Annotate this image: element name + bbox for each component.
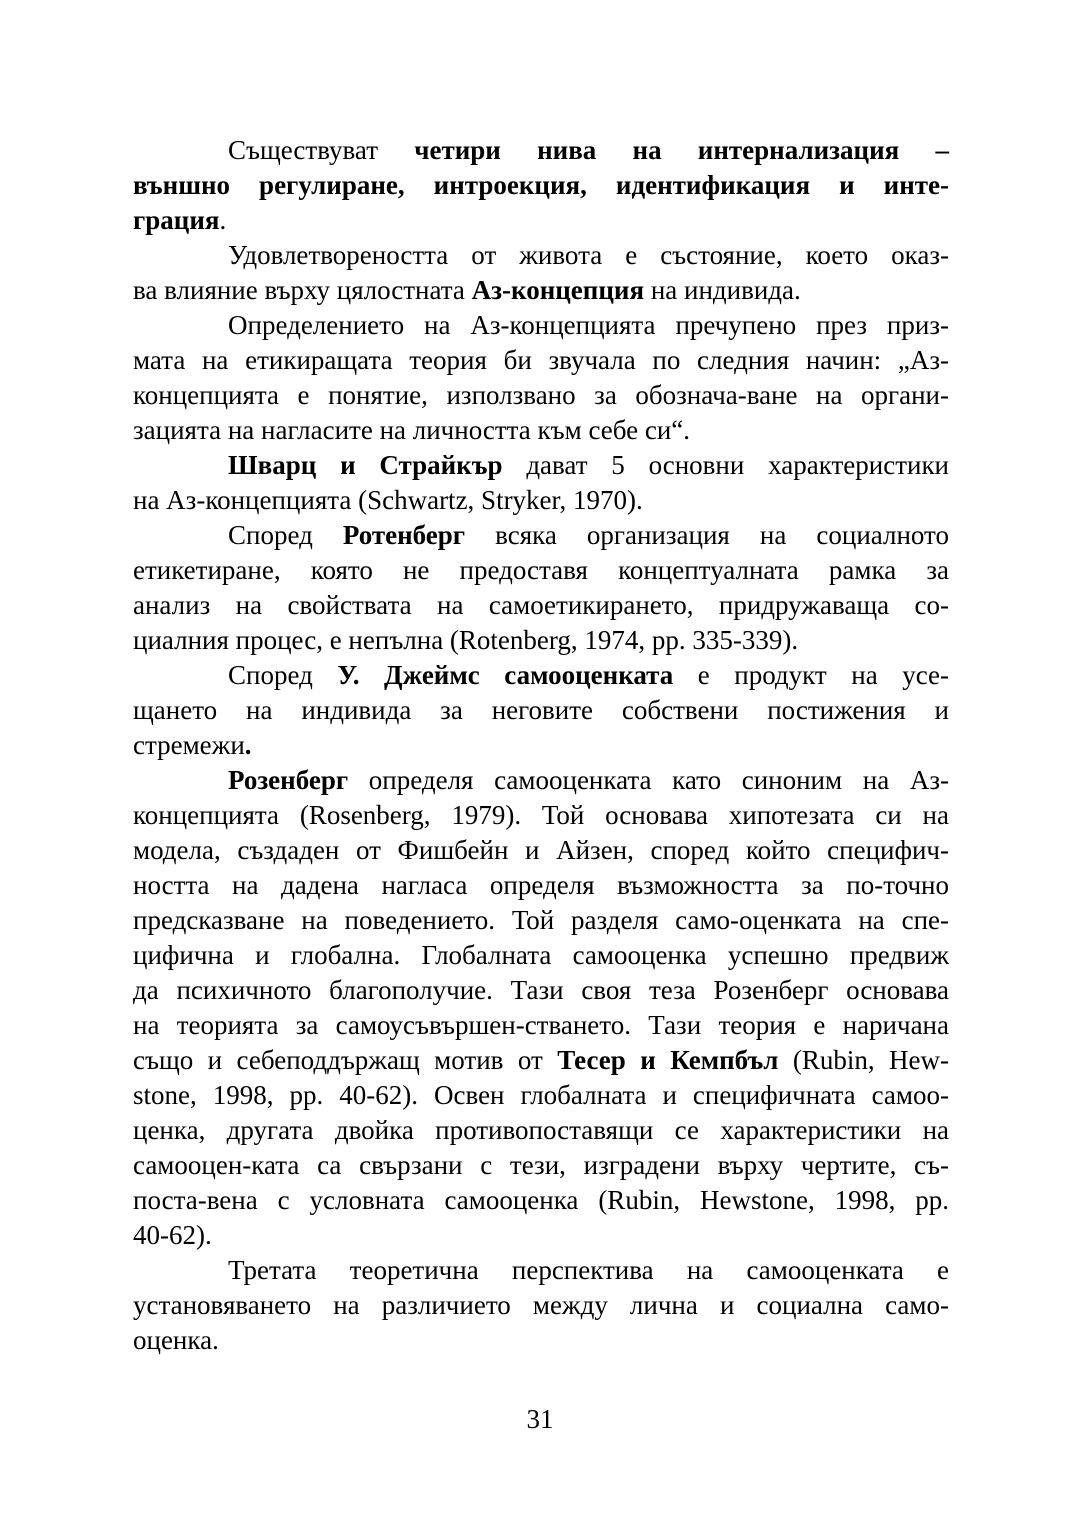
text-line xyxy=(133,658,949,693)
text-line xyxy=(133,378,949,413)
text-run: е продукт на усе- xyxy=(673,660,949,690)
text-line xyxy=(133,1253,949,1288)
text-run: 40-62). xyxy=(133,1220,212,1250)
text-line xyxy=(133,588,949,623)
text-line xyxy=(133,1288,949,1323)
text-run: Според xyxy=(228,660,338,690)
text-run: анализ на свойствата на самоетикирането, придружаваща со- xyxy=(133,590,949,620)
text-line xyxy=(133,1218,949,1253)
text-run: всяка организация на социалното xyxy=(465,520,949,550)
bold-text-run: У. Джеймс самооценката xyxy=(337,660,674,690)
paragraph xyxy=(133,763,949,1253)
text-run: Съществуват xyxy=(228,135,415,165)
text-run: определя самооценката като синоним на Аз- xyxy=(348,765,949,795)
text-line xyxy=(133,168,949,203)
text-line xyxy=(133,273,949,308)
text-line xyxy=(133,833,949,868)
text-line xyxy=(133,798,949,833)
text-run: самооцен-ката са свързани с тези, изградени върху чертите, съ- xyxy=(133,1150,949,1180)
text-run: установяването на различието между лична и социална само- xyxy=(133,1290,949,1320)
text-line xyxy=(133,693,949,728)
text-line xyxy=(133,238,949,273)
bold-text-run: четири нива на интернализация – xyxy=(414,135,949,165)
text-line xyxy=(133,343,949,378)
text-line xyxy=(133,553,949,588)
bold-text-run: Розенберг xyxy=(228,765,349,795)
text-line xyxy=(133,518,949,553)
bold-text-run: грация xyxy=(133,205,220,235)
paragraph xyxy=(133,308,949,448)
text-line xyxy=(133,868,949,903)
text-run: Според xyxy=(228,520,343,550)
text-run: цифична и глобална. Глобалната самооценка успешно предвиж xyxy=(133,940,949,970)
text-run: предсказване на поведението. Той разделя само-оценката на спе- xyxy=(133,905,949,935)
text-line xyxy=(133,413,949,448)
text-line xyxy=(133,448,949,483)
paragraph xyxy=(133,658,949,763)
paragraph xyxy=(133,518,949,658)
text-run: (Rubin, Hew- xyxy=(778,1045,949,1075)
text-line xyxy=(133,1043,949,1078)
bold-text-run: външно регулиране, интроекция, идентификация и инте- xyxy=(133,170,949,200)
paragraph xyxy=(133,238,949,308)
text-line xyxy=(133,973,949,1008)
text-run: на теорията за самоусъвършен-стването. Тази теория е наричана xyxy=(133,1010,949,1040)
text-run: на индивида. xyxy=(644,275,801,305)
text-run: оценка. xyxy=(133,1325,219,1355)
text-run: поста-вена с условната самооценка (Rubin, Hewstone, 1998, pp. xyxy=(133,1185,949,1215)
bold-text-run: . xyxy=(244,730,252,760)
text-run: етикетиране, която не предоставя концептуалната рамка за xyxy=(133,555,949,585)
text-run: циалния процес, е непълна (Rotenberg, 1974, pp. 335-339). xyxy=(133,625,799,655)
text-run: Третата теоретична перспектива на самооценката е xyxy=(228,1255,949,1285)
text-line xyxy=(133,1113,949,1148)
text-block xyxy=(133,133,949,1358)
bold-text-run: Аз-концепция xyxy=(471,275,645,305)
text-run: stone, 1998, pp. 40-62). Освен глобалната и специфичната самоо- xyxy=(133,1080,949,1110)
text-line xyxy=(133,1078,949,1113)
text-run: зацията на нагласите на личността към себе си“. xyxy=(133,415,691,445)
text-run: щането на индивида за неговите собствени постижения и xyxy=(133,695,949,725)
text-run: на Аз-концепцията (Schwartz, Stryker, 1970). xyxy=(133,485,643,515)
text-run: . xyxy=(219,205,227,235)
text-run: концепцията е понятие, използвано за обознача-ване на органи- xyxy=(133,380,949,410)
text-line xyxy=(133,308,949,343)
bold-text-run: Тесер и Кемпбъл xyxy=(557,1045,779,1075)
text-run: мата на етикиращата теория би звучала по следния начин: „Аз- xyxy=(133,345,949,375)
paragraph xyxy=(133,133,949,238)
text-run: ва влияние върху цялостната xyxy=(133,275,472,305)
text-run: ценка, другата двойка противопоставящи се характеристики на xyxy=(133,1115,949,1145)
text-line xyxy=(133,903,949,938)
text-run: Удовлетвореността от живота е състояние, което оказ- xyxy=(228,240,949,270)
bold-text-run: Ротенберг xyxy=(342,520,466,550)
paragraph xyxy=(133,1253,949,1358)
paragraph xyxy=(133,448,949,518)
bold-text-run: Шварц и Страйкър xyxy=(228,450,503,480)
text-run: ността на дадена нагласа определя възможността за по-точно xyxy=(133,870,949,900)
text-line xyxy=(133,623,949,658)
text-line xyxy=(133,1183,949,1218)
text-line xyxy=(133,203,949,238)
text-line xyxy=(133,763,949,798)
page-number: 31 xyxy=(526,1404,554,1434)
text-run: концепцията (Rosenberg, 1979). Той основава хипотезата си на xyxy=(133,800,949,830)
text-run: да психичното благополучие. Тази своя теза Розенберг основава xyxy=(133,975,949,1005)
text-run: стремежи xyxy=(133,730,245,760)
text-line xyxy=(133,483,949,518)
text-line xyxy=(133,1148,949,1183)
text-line xyxy=(133,938,949,973)
text-line xyxy=(133,1008,949,1043)
text-run: модела, създаден от Фишбейн и Айзен, според който специфич- xyxy=(133,835,949,865)
text-run: Определението на Аз-концепцията пречупено през приз- xyxy=(228,310,949,340)
text-run: дават 5 основни характеристики xyxy=(502,450,950,480)
text-line xyxy=(133,1323,949,1358)
text-run: също и себеподдържащ мотив от xyxy=(133,1045,558,1075)
text-line xyxy=(133,133,949,168)
text-line xyxy=(133,728,949,763)
